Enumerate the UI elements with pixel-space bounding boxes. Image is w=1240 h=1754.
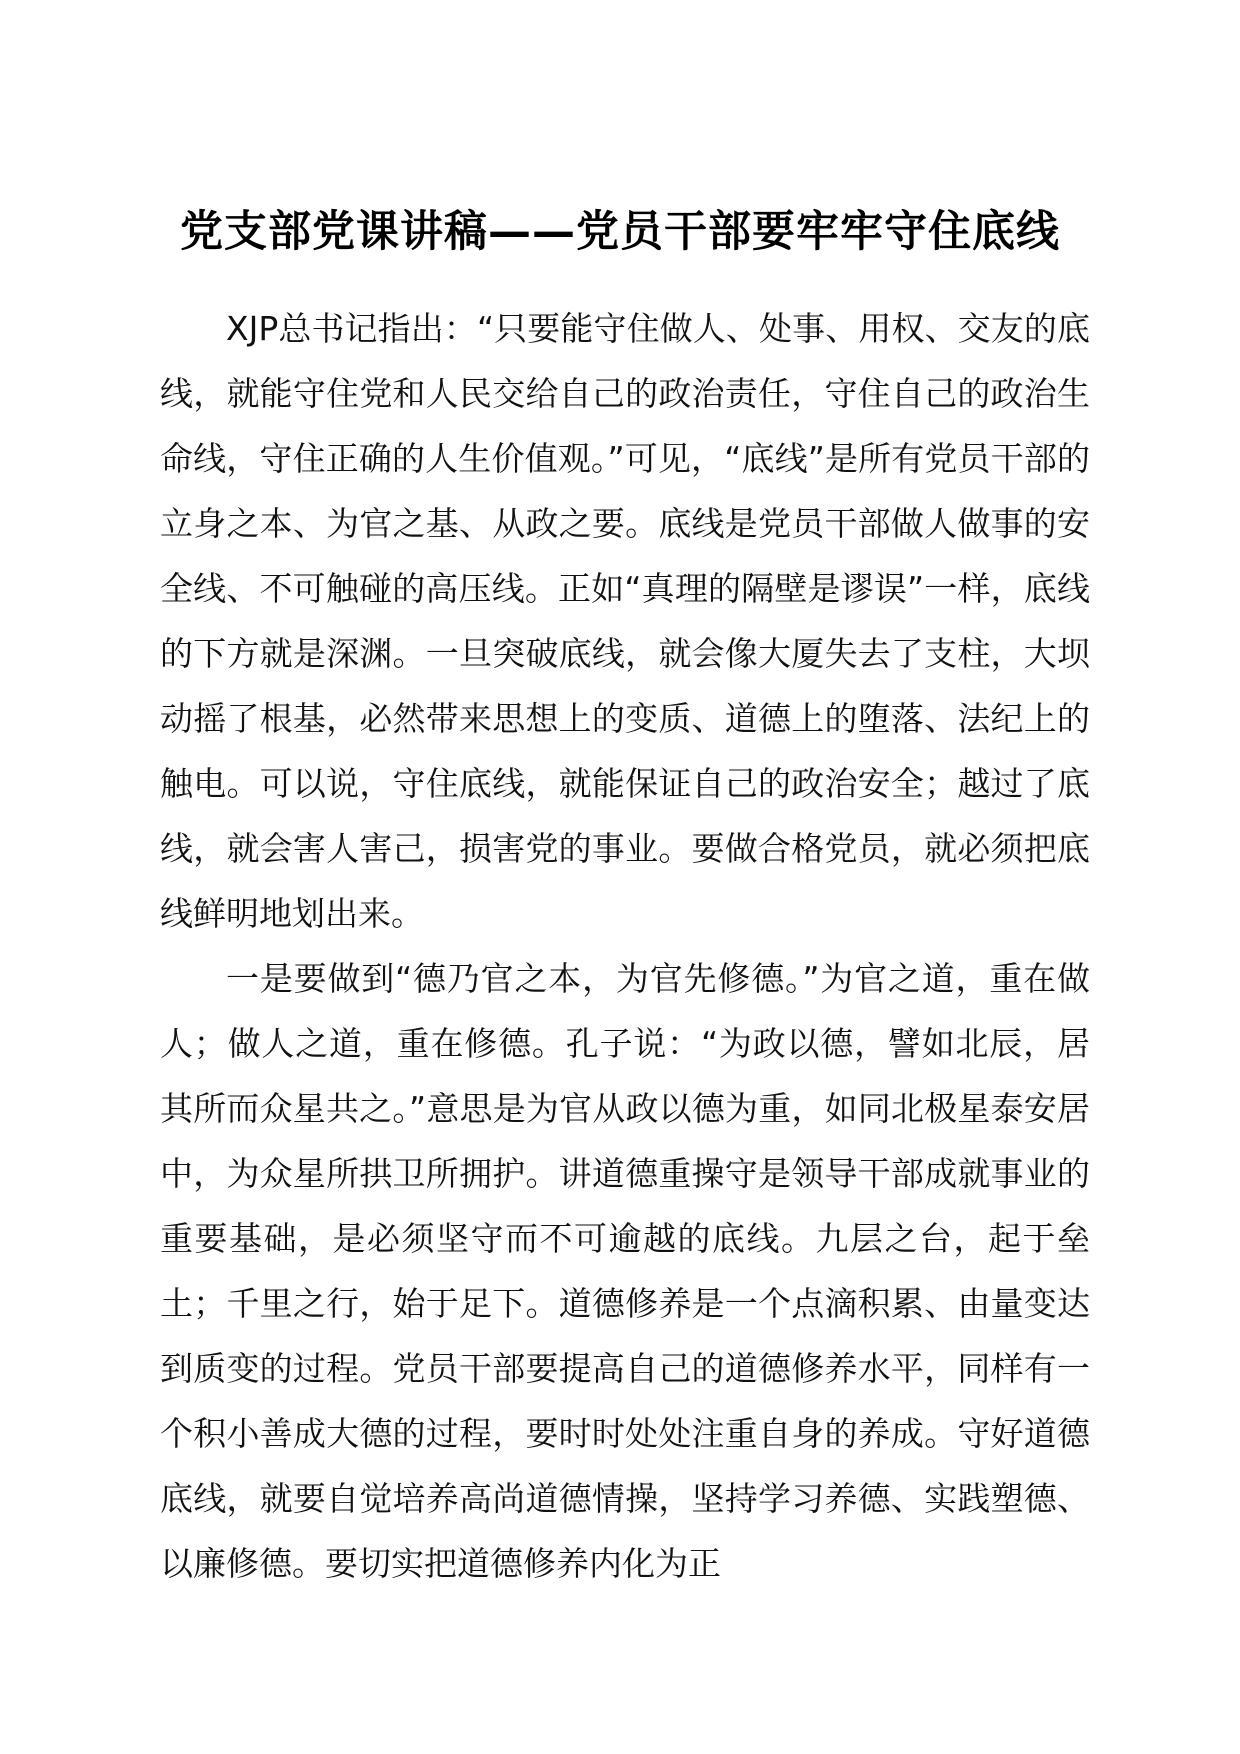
- paragraph-2: 一是要做到“德乃官之本，为官先修德。”为官之道，重在做人；做人之道，重在修德。孔子说：“为政以德，譬如北辰，居其所而众星共之。”意思是为官从政以德为重，如同北极星泰安居中，为众星所拱卫所拥护。讲道德重操守是领导干部成就事业的重要基础，是必须坚守而不可逾越的底线。九层之台，起于垒土；千里之行，始于足下。道德修养是一个点滴积累、由量变达到质变的过程。党员干部要提高自己的道德修养水平，同样有一个积小善成大德的过程，要时时处处注重自身的养成。守好道德底线，就要自觉培养高尚道德情操，坚持学习养德、实践塑德、以廉修德。要切实把道德修养内化为正: [160, 959, 1090, 1583]
- document-body: [160, 296, 1090, 1596]
- document-title: 党支部党课讲稿——党员干部要牢牢守住底线: [180, 207, 1060, 257]
- paragraph-1: XJP总书记指出：“只要能守住做人、处事、用权、交友的底线，就能守住党和人民交给自己的政治责任，守住自己的政治生命线，守住正确的人生价值观。”可见，“底线”是所有党员干部的立身之本、为官之基、从政之要。底线是党员干部做人做事的安全线、不可触碰的高压线。正如“真理的隔壁是谬误”一样，底线的下方就是深渊。一旦突破底线，就会像大厦失去了支柱，大坝动摇了根基，必然带来思想上的变质、道德上的堕落、法纪上的触电。可以说，守住底线，就能保证自己的政治安全；越过了底线，就会害人害己，损害党的事业。要做合格党员，就必须把底线鲜明地划出来。: [160, 309, 1090, 933]
